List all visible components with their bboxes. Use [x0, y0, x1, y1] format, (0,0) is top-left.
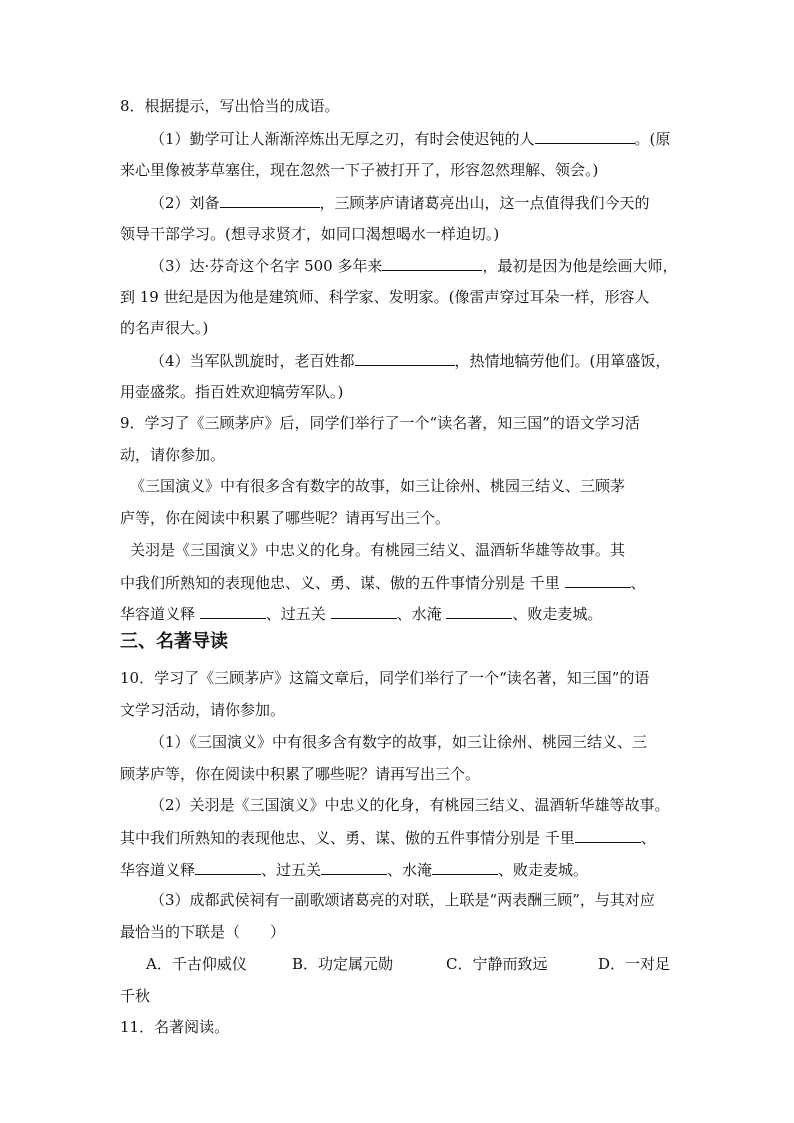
q9-line2: 动，请你参加。	[120, 446, 226, 464]
q10-blank-shuiyan[interactable]	[432, 859, 498, 875]
q9-line7-text-b: 、过五关	[265, 605, 331, 623]
q8-item4-line1	[150, 350, 670, 371]
q8-item3-text-a: （3）达·芬奇这个名字 500 多年来	[150, 257, 383, 275]
q10-option-b[interactable]: B．功定属元勋	[292, 955, 394, 973]
q10-line1: 10．学习了《三顾茅庐》这篇文章后，同学们举行了一个“读名著，知三国”的语	[120, 669, 650, 687]
q10-sub2-text-c1: 华容道义释	[120, 861, 196, 879]
q9-line7-text-a: 华容道义释	[120, 605, 200, 623]
q8-item3-line1	[150, 255, 678, 276]
q9-line1: 9．学习了《三顾茅庐》后，同学们举行了一个“读名著，知三国”的语文学习活	[120, 414, 640, 432]
q10-sub2-line1: （2）关羽是《三国演义》中忠义的化身，有桃园三结义、温酒斩华雄等故事。	[150, 796, 670, 814]
q10-sub2-text-c3: 、水淹	[387, 861, 433, 879]
q8-item3-blank[interactable]	[382, 255, 482, 271]
q10-option-d[interactable]: D．一对足	[598, 955, 671, 973]
q8-item1-line1	[150, 128, 670, 149]
q10-sub2-text-a: 其中我们所熟知的表现他忠、义、勇、谋、傲的五件事情分别是 千里	[120, 829, 575, 847]
q10-option-d-continued: 千秋	[120, 987, 151, 1005]
q9-line6	[120, 572, 646, 593]
q8-item2-text-b: ，三顾茅庐请诸葛亮出山，这一点值得我们今天的	[319, 194, 650, 212]
q10-blank-huarongdao[interactable]	[195, 859, 261, 875]
q9-line4: 庐等，你在阅读中积累了哪些呢？请再写出三个。	[120, 509, 451, 527]
q9-line3: 《三国演义》中有很多含有数字的故事，如三让徐州、桃园三结义、三顾茅	[130, 477, 626, 495]
q10-option-c[interactable]: C．宁静而致远	[446, 955, 548, 973]
q9-line5: 关羽是《三国演义》中忠义的化身。有桃园三结义、温酒斩华雄等故事。其	[130, 541, 626, 559]
section-heading: 三、名著导读	[120, 631, 228, 652]
q9-line7	[120, 603, 602, 624]
q10-blank-qianli[interactable]	[575, 827, 641, 843]
q10-sub3-line1: （3）成都武侯祠有一副歌颂诸葛亮的对联，上联是“两表酬三顾”，与其对应	[150, 891, 655, 909]
q10-line2: 文学习活动，请你参加。	[120, 701, 286, 719]
q8-item1-blank[interactable]	[535, 128, 635, 144]
q8-item1-line2: 来心里像被茅草塞住，现在忽然一下子被打开了，形容忽然理解、领会。)	[120, 161, 599, 179]
q8-item2-blank[interactable]	[220, 192, 320, 208]
q10-sub3-line2: 最恰当的下联是（ ）	[120, 923, 286, 941]
q10-sub2-line2	[120, 827, 656, 848]
q8-item2-text-a: （2）刘备	[150, 194, 220, 212]
q9-line6-text-a: 中我们所熟知的表现他忠、义、勇、谋、傲的五件事情分别是 千里	[120, 574, 565, 592]
q10-option-a[interactable]: A．千古仰威仪	[146, 955, 247, 973]
q10-sub2-text-b: 、	[640, 829, 656, 847]
q8-item4-text-a: （4）当军队凯旋时，老百姓都	[150, 352, 355, 370]
q9-blank-guowuguan[interactable]	[331, 603, 397, 619]
q8-item3-line3: 的名声很大。)	[120, 319, 209, 337]
q8-item2-line2: 领导干部学习。(想寻求贤才，如同口渴想喝水一样迫切。)	[120, 225, 500, 243]
q10-blank-guowuguan[interactable]	[321, 859, 387, 875]
q8-item3-line2: 到 19 世纪是因为他是建筑师、科学家、发明家。(像雷声穿过耳朵一样，形容人	[120, 288, 650, 306]
q9-blank-huarongdao[interactable]	[200, 603, 266, 619]
q9-line6-text-b: 、	[630, 574, 646, 592]
q10-sub1-line2: 顾茅庐等，你在阅读中积累了哪些呢？请再写出三个。	[120, 765, 481, 783]
q8-item3-text-b: ，最初是因为他是绘画大师，	[482, 257, 678, 275]
q8-item4-blank[interactable]	[355, 350, 455, 366]
q8-item4-line2: 用壶盛浆。指百姓欢迎犒劳军队。)	[120, 383, 344, 401]
q8-item2-line1	[150, 192, 650, 213]
q8-item1-text-b: 。(原	[634, 130, 671, 148]
q11-title: 11．名著阅读。	[120, 1018, 230, 1036]
q8-item1-text-a: （1）勤学可让人渐渐淬炼出无厚之刃，有时会使迟钝的人	[150, 130, 535, 148]
q9-line7-text-c: 、水淹	[396, 605, 447, 623]
q9-line7-text-d: 、败走麦城。	[512, 605, 603, 623]
q10-sub2-line3	[120, 859, 588, 880]
q8-title: 8．根据提示，写出恰当的成语。	[120, 97, 340, 115]
q10-sub2-text-c2: 、过五关	[261, 861, 322, 879]
q8-item4-text-b: ，热情地犒劳他们。(用箪盛饭，	[454, 352, 671, 370]
q10-sub1-line1: （1）《三国演义》中有很多含有数字的故事，如三让徐州、桃园三结义、三	[150, 733, 648, 751]
q9-blank-qianli[interactable]	[565, 572, 631, 588]
q9-blank-shuiyan[interactable]	[446, 603, 512, 619]
q10-sub2-text-c4: 、败走麦城。	[498, 861, 589, 879]
